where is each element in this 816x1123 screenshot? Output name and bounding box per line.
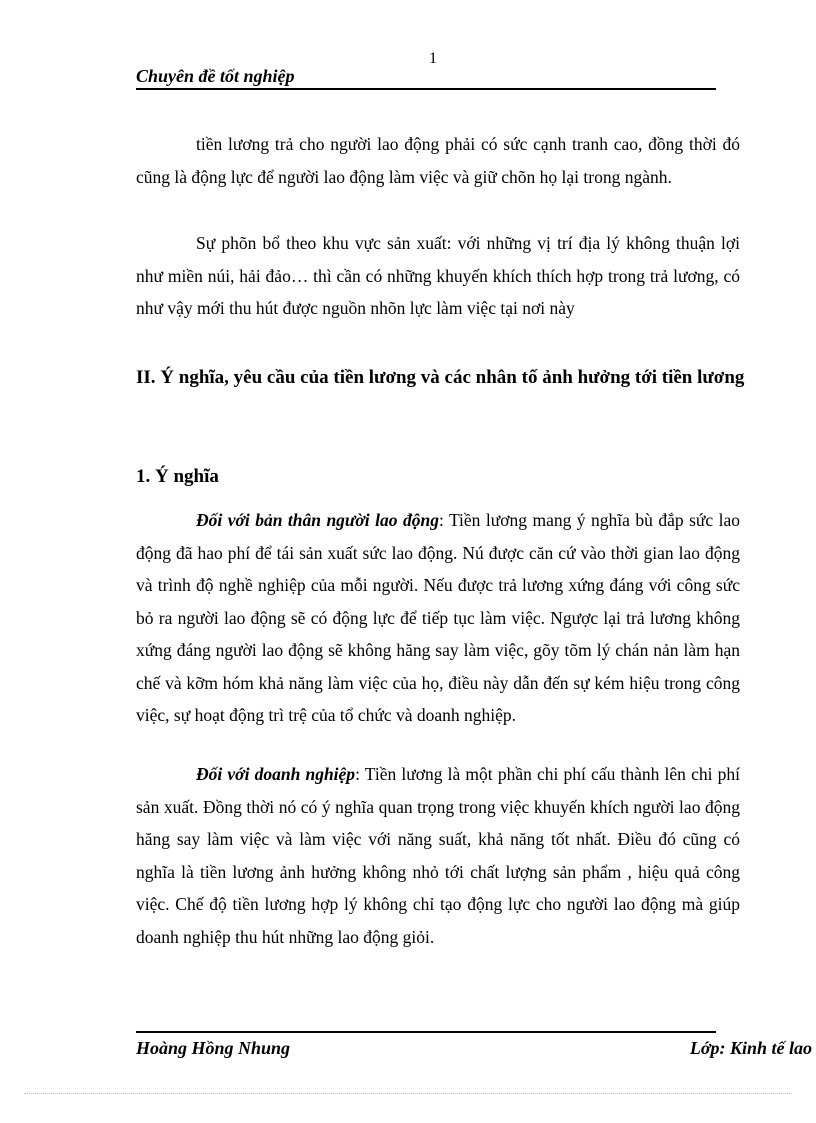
paragraph-4-body	[136, 758, 740, 953]
paragraph-3-lead: Đối với bản thân người lao động	[196, 510, 439, 530]
paragraph-3	[136, 504, 740, 732]
paragraph-4-lead: Đối với doanh nghiệp	[196, 764, 356, 784]
paragraph-2-text: Sự phõn bổ theo khu vực sản xuất: với những vị trí địa lý không thuận lợi như miền núi, hải đảo… thì cần có những khuyến khích thích hợp trong trả lương, có như vậy mới thu hút được nguồn nhõn lực làm việc tại nơi này	[136, 233, 740, 318]
paragraph-2	[136, 227, 740, 325]
paragraph-1-text: tiền lương trả cho người lao động phải có sức cạnh tranh cao, đồng thời đó cũng là động lực để người lao động làm việc và giữ chõn họ lại trong ngành.	[136, 134, 740, 187]
paragraph-3-body	[136, 504, 740, 732]
paragraph-1	[136, 128, 740, 193]
page-number: 1	[429, 50, 437, 67]
paragraph-4-text: : Tiền lương là một phần chi phí cấu thành lên chi phí sản xuất. Đồng thời nó có ý nghĩa quan trọng trong việc khuyến khích người lao động hăng say làm việc và làm việc với năng suất, khả năng tốt nhất. Điều đó cũng có nghĩa là tiền lương ảnh hưởng không nhỏ tới chất lượng sản phẩm , hiệu quả công việc. Chế độ tiền lương hợp lý không chỉ tạo động lực cho người lao động mà giúp doanh nghiệp thu hút những lao động giỏi.	[136, 764, 740, 947]
paragraph-3-text: : Tiền lương mang ý nghĩa bù đắp sức lao động đã hao phí để tái sản xuất sức lao động. Nú được căn cứ vào thời gian lao động và trình độ nghề nghiệp của mỗi người. Nếu được trả lương xứng đáng với công sức bỏ ra người lao động sẽ có động lực để tiếp tục làm việc. Ngược lại trả lương không xứng đáng người lao động sẽ không hăng say làm việc, gõy tõm lý chán nản làm hạn chế và kỡm hóm khả năng làm việc của họ, điều này dẫn đến sự kém hiệu trong công việc, sự hoạt động trì trệ của tổ chức và doanh nghiệp.	[136, 510, 740, 725]
footer-author: Hoàng Hồng Nhung	[136, 1038, 291, 1058]
section-heading: II. Ý nghĩa, yêu cầu của tiền lương và các nhân tố ảnh hưởng tới tiền lương	[136, 367, 745, 388]
paragraph-4	[136, 758, 740, 953]
header-title: Chuyên đề tốt nghiệp	[136, 66, 295, 86]
subsection-heading: 1. Ý nghĩa	[136, 466, 219, 487]
header-rule	[136, 88, 716, 90]
footer-rule	[136, 1031, 716, 1033]
page-bottom-divider	[24, 1093, 792, 1094]
footer-class: Lớp: Kinh tế lao	[689, 1038, 812, 1058]
